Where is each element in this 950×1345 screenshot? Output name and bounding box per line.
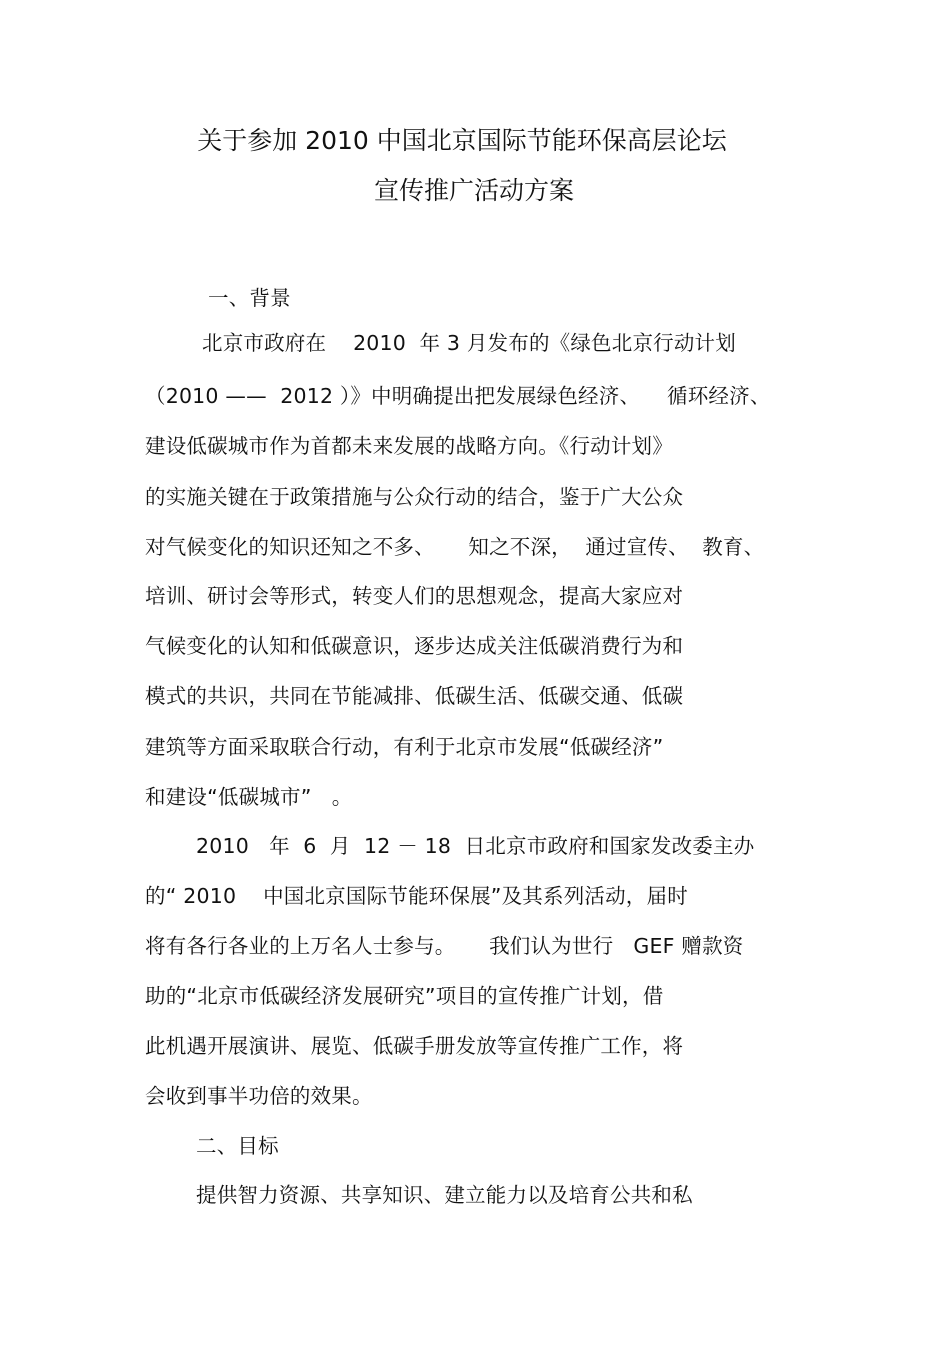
- paragraph-line: 对气候变化的知识还知之不多、 知之不深， 通过宣传、 教育、: [145, 535, 765, 559]
- paragraph-line: 建筑等方面采取联合行动，有利于北京市发展“低碳经济”: [145, 735, 664, 759]
- paragraph-line: 的实施关键在于政策措施与公众行动的结合，鉴于广大公众: [145, 485, 684, 509]
- paragraph-line: 提供智力资源、共享知识、建立能力以及培育公共和私: [196, 1183, 693, 1207]
- paragraph-line: 建设低碳城市作为首都未来发展的战略方向。《行动计划》: [145, 434, 673, 458]
- paragraph-line: 会收到事半功倍的效果。: [145, 1084, 373, 1108]
- paragraph-line: 助的“北京市低碳经济发展研究”项目的宣传推广计划，借: [145, 984, 664, 1008]
- paragraph-line: 模式的共识，共同在节能减排、低碳生活、低碳交通、低碳: [145, 684, 684, 708]
- paragraph-line: 培训、研讨会等形式，转变人们的思想观念，提高大家应对: [145, 584, 684, 608]
- section-heading-background: 一、背景: [208, 286, 291, 310]
- section-heading-goals: 二、目标: [196, 1134, 279, 1158]
- document-title-line-1: 关于参加 2010 中国北京国际节能环保高层论坛: [197, 126, 727, 155]
- paragraph-line: 的“ 2010 中国北京国际节能环保展”及其系列活动，届时: [145, 884, 688, 908]
- paragraph-line: 和建设“低碳城市” 。: [145, 785, 353, 809]
- document-title-line-2: 宣传推广活动方案: [373, 176, 574, 205]
- paragraph-line: 气候变化的认知和低碳意识，逐步达成关注低碳消费行为和: [145, 634, 684, 658]
- paragraph-line: 2010 年 6 月 12 － 18 日北京市政府和国家发改委主办: [196, 834, 755, 858]
- paragraph-line: 将有各行各业的上万名人士参与。 我们认为世行 GEF 赠款资: [145, 934, 744, 958]
- paragraph-line: 北京市政府在 2010 年 3 月发布的《绿色北京行动计划: [202, 331, 736, 355]
- paragraph-line: （2010 —— 2012 ）》中明确提出把发展绿色经济、 循环经济、: [145, 384, 771, 408]
- paragraph-line: 此机遇开展演讲、展览、低碳手册发放等宣传推广工作，将: [145, 1034, 684, 1058]
